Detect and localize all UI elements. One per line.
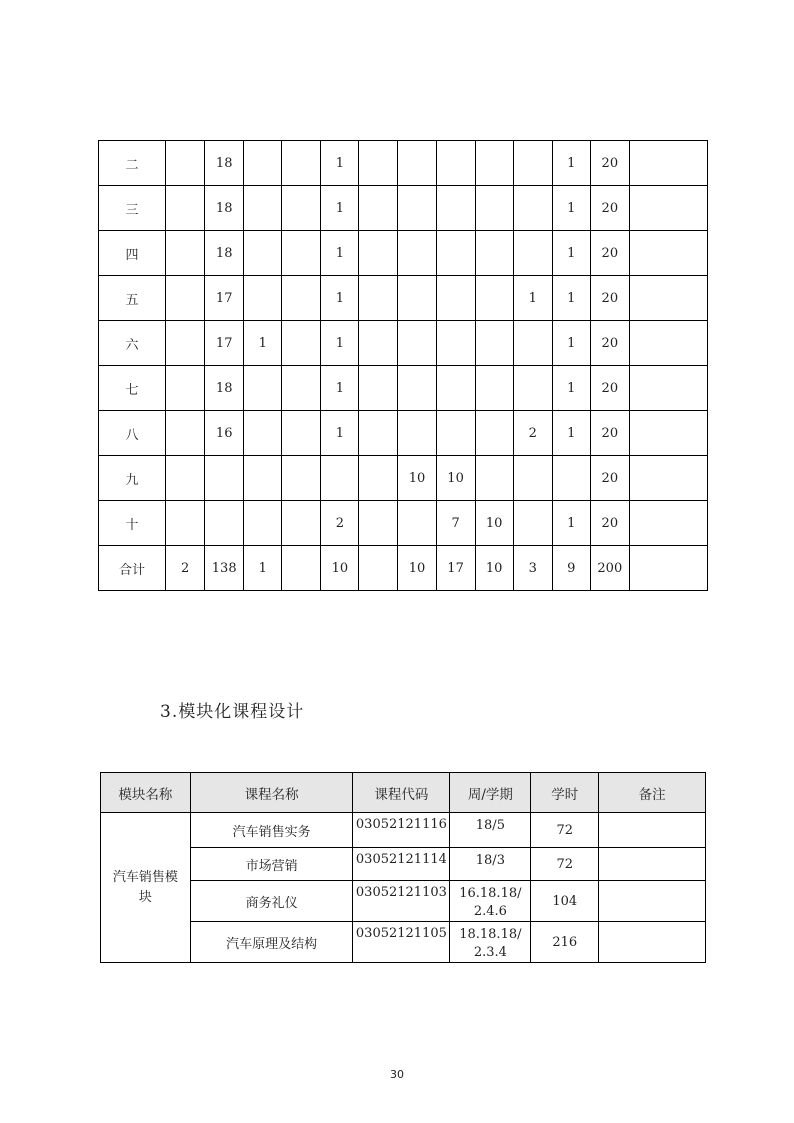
schedule-cell [359, 276, 398, 321]
schedule-cell [475, 276, 513, 321]
schedule-cell: 7 [436, 501, 475, 546]
schedule-cell [513, 186, 552, 231]
course-note [599, 922, 706, 963]
course-note [599, 848, 706, 881]
schedule-cell: 18 [205, 231, 244, 276]
schedule-cell [282, 186, 321, 231]
schedule-cell: 2 [513, 411, 552, 456]
schedule-term-label: 四 [99, 231, 166, 276]
schedule-cell [436, 411, 475, 456]
schedule-cell [359, 231, 398, 276]
schedule-term-label: 二 [99, 141, 166, 186]
header-module-name: 模块名称 [101, 773, 191, 813]
schedule-cell [359, 321, 398, 366]
course-code: 03052121116 [353, 813, 450, 848]
schedule-cell: 1 [552, 141, 590, 186]
course-row [101, 922, 706, 963]
schedule-cell [398, 141, 436, 186]
schedule-cell [475, 366, 513, 411]
module-table-header-row [101, 773, 706, 813]
schedule-cell [475, 231, 513, 276]
schedule-cell [629, 546, 707, 591]
module-name-line1: 汽车销售模 [112, 869, 178, 885]
schedule-cell: 1 [321, 366, 359, 411]
schedule-cell [513, 321, 552, 366]
schedule-cell: 9 [552, 546, 590, 591]
schedule-body [99, 141, 708, 591]
schedule-cell: 138 [205, 546, 244, 591]
header-hours: 学时 [531, 773, 599, 813]
schedule-cell [244, 141, 282, 186]
schedule-cell: 1 [552, 366, 590, 411]
schedule-cell [321, 456, 359, 501]
schedule-cell: 1 [513, 276, 552, 321]
schedule-cell: 1 [321, 411, 359, 456]
schedule-cell [513, 141, 552, 186]
schedule-cell [359, 456, 398, 501]
schedule-cell [629, 141, 707, 186]
schedule-cell [244, 366, 282, 411]
course-week-line2: 2.4.6 [473, 904, 507, 919]
schedule-row [99, 501, 708, 546]
schedule-cell: 1 [321, 321, 359, 366]
schedule-cell: 1 [321, 186, 359, 231]
course-row [101, 813, 706, 848]
schedule-cell [166, 411, 205, 456]
schedule-cell: 1 [552, 186, 590, 231]
schedule-cell [398, 501, 436, 546]
schedule-term-label: 三 [99, 186, 166, 231]
schedule-cell: 1 [552, 321, 590, 366]
schedule-cell [282, 366, 321, 411]
schedule-cell: 17 [205, 321, 244, 366]
schedule-term-label: 五 [99, 276, 166, 321]
schedule-cell [359, 546, 398, 591]
course-row [101, 881, 706, 922]
schedule-row [99, 366, 708, 411]
schedule-cell [475, 321, 513, 366]
schedule-cell [282, 141, 321, 186]
schedule-cell [629, 231, 707, 276]
schedule-cell [166, 321, 205, 366]
schedule-cell [436, 321, 475, 366]
schedule-term-label: 九 [99, 456, 166, 501]
schedule-cell [282, 501, 321, 546]
schedule-cell: 3 [513, 546, 552, 591]
schedule-table [98, 140, 708, 591]
schedule-cell: 1 [552, 231, 590, 276]
schedule-cell [166, 231, 205, 276]
schedule-cell: 1 [244, 546, 282, 591]
schedule-cell [282, 411, 321, 456]
schedule-row [99, 546, 708, 591]
schedule-cell [282, 231, 321, 276]
schedule-cell: 1 [321, 231, 359, 276]
schedule-term-label: 六 [99, 321, 166, 366]
schedule-cell [398, 366, 436, 411]
schedule-cell [359, 411, 398, 456]
schedule-cell: 10 [398, 456, 436, 501]
schedule-cell: 20 [590, 411, 629, 456]
schedule-cell: 20 [590, 231, 629, 276]
course-week [450, 848, 531, 881]
schedule-cell [359, 141, 398, 186]
schedule-cell [166, 366, 205, 411]
schedule-cell [398, 411, 436, 456]
schedule-cell: 20 [590, 456, 629, 501]
module-name-line2: 块 [138, 889, 152, 905]
schedule-cell [282, 546, 321, 591]
course-week-line1: 16.18.18/ [459, 886, 522, 901]
course-week [450, 881, 531, 922]
schedule-cell: 17 [205, 276, 244, 321]
schedule-cell: 10 [398, 546, 436, 591]
course-name: 汽车销售实务 [190, 813, 353, 848]
schedule-cell [436, 276, 475, 321]
course-hours: 72 [531, 813, 599, 848]
module-name-cell [101, 813, 191, 963]
schedule-cell [205, 456, 244, 501]
course-hours: 216 [531, 922, 599, 963]
schedule-cell [166, 501, 205, 546]
course-week-line2: 2.3.4 [473, 945, 507, 960]
course-hours: 104 [531, 881, 599, 922]
course-hours: 72 [531, 848, 599, 881]
schedule-cell [398, 186, 436, 231]
schedule-cell: 17 [436, 546, 475, 591]
schedule-cell: 1 [552, 501, 590, 546]
schedule-row [99, 411, 708, 456]
course-week-line1: 18.18.18/ [459, 927, 522, 942]
schedule-cell: 2 [321, 501, 359, 546]
schedule-cell [436, 231, 475, 276]
schedule-cell: 1 [321, 141, 359, 186]
schedule-cell [475, 411, 513, 456]
schedule-cell: 18 [205, 366, 244, 411]
schedule-cell: 10 [436, 456, 475, 501]
schedule-term-label: 合计 [99, 546, 166, 591]
schedule-cell: 18 [205, 141, 244, 186]
schedule-cell: 16 [205, 411, 244, 456]
schedule-cell [282, 456, 321, 501]
schedule-cell: 1 [321, 276, 359, 321]
course-note [599, 881, 706, 922]
schedule-cell [475, 186, 513, 231]
schedule-cell: 20 [590, 141, 629, 186]
course-note [599, 813, 706, 848]
schedule-cell [475, 456, 513, 501]
schedule-cell [398, 276, 436, 321]
schedule-cell [282, 276, 321, 321]
schedule-row [99, 186, 708, 231]
course-week [450, 813, 531, 848]
schedule-cell [513, 231, 552, 276]
course-name: 商务礼仪 [190, 881, 353, 922]
schedule-cell: 18 [205, 186, 244, 231]
schedule-cell [629, 456, 707, 501]
course-week-line1: 18/3 [475, 853, 505, 868]
schedule-cell [398, 231, 436, 276]
course-row [101, 848, 706, 881]
section-heading: 3.模块化课程设计 [160, 702, 305, 722]
schedule-cell [629, 321, 707, 366]
schedule-term-label: 八 [99, 411, 166, 456]
schedule-term-label: 十 [99, 501, 166, 546]
course-code: 03052121114 [353, 848, 450, 881]
schedule-cell [629, 366, 707, 411]
course-code: 03052121103 [353, 881, 450, 922]
schedule-cell [359, 186, 398, 231]
schedule-cell [244, 276, 282, 321]
schedule-cell [629, 411, 707, 456]
course-week [450, 922, 531, 963]
schedule-cell: 10 [475, 546, 513, 591]
header-week-semester: 周/学期 [450, 773, 531, 813]
schedule-cell: 20 [590, 321, 629, 366]
schedule-cell [552, 456, 590, 501]
module-course-table [100, 772, 706, 963]
schedule-cell [166, 276, 205, 321]
schedule-cell: 20 [590, 186, 629, 231]
schedule-cell [359, 366, 398, 411]
schedule-cell [629, 501, 707, 546]
header-course-code: 课程代码 [353, 773, 450, 813]
schedule-row [99, 141, 708, 186]
schedule-cell: 1 [244, 321, 282, 366]
course-name: 市场营销 [190, 848, 353, 881]
schedule-cell: 20 [590, 501, 629, 546]
schedule-cell [282, 321, 321, 366]
schedule-cell [244, 456, 282, 501]
schedule-cell [244, 186, 282, 231]
schedule-cell [436, 366, 475, 411]
schedule-cell: 200 [590, 546, 629, 591]
course-week-line1: 18/5 [475, 818, 505, 833]
schedule-cell [205, 501, 244, 546]
header-course-name: 课程名称 [190, 773, 353, 813]
schedule-cell [436, 186, 475, 231]
schedule-cell [166, 456, 205, 501]
schedule-cell [166, 186, 205, 231]
schedule-cell: 10 [321, 546, 359, 591]
schedule-cell [166, 141, 205, 186]
schedule-cell: 20 [590, 276, 629, 321]
schedule-cell [398, 321, 436, 366]
schedule-cell [436, 141, 475, 186]
schedule-cell [475, 141, 513, 186]
schedule-term-label: 七 [99, 366, 166, 411]
schedule-row [99, 231, 708, 276]
schedule-cell [629, 186, 707, 231]
schedule-row [99, 276, 708, 321]
schedule-cell [629, 276, 707, 321]
course-name: 汽车原理及结构 [190, 922, 353, 963]
schedule-cell [513, 366, 552, 411]
schedule-cell [513, 501, 552, 546]
schedule-cell: 1 [552, 276, 590, 321]
schedule-cell: 20 [590, 366, 629, 411]
schedule-row [99, 456, 708, 501]
header-note: 备注 [599, 773, 706, 813]
schedule-cell: 1 [552, 411, 590, 456]
course-code: 03052121105 [353, 922, 450, 963]
page-number: 30 [390, 1068, 404, 1081]
schedule-cell: 10 [475, 501, 513, 546]
schedule-cell [244, 501, 282, 546]
schedule-cell: 2 [166, 546, 205, 591]
schedule-cell [359, 501, 398, 546]
schedule-row [99, 321, 708, 366]
schedule-cell [244, 411, 282, 456]
schedule-cell [244, 231, 282, 276]
schedule-cell [513, 456, 552, 501]
